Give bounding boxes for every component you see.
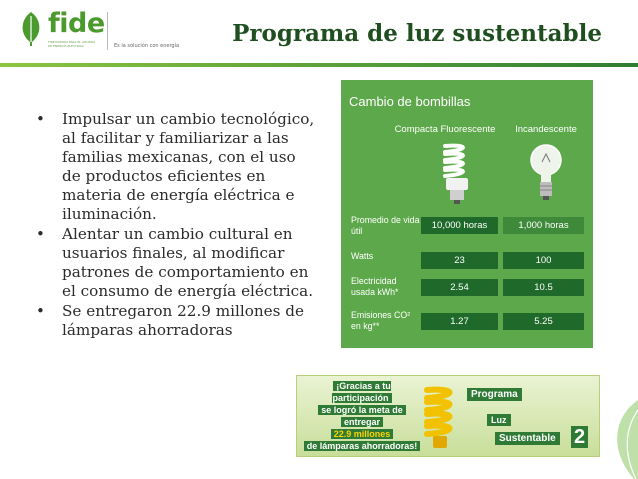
logo-subtext: FIDEICOMISO PARA EL AHORRO DE ENERGÍA ELÉCTRICA [48, 40, 96, 48]
bullet-text: Se entregaron 22.9 millones de lámparas ahorradoras [62, 302, 304, 339]
banner-sust-text: Sustentable [495, 432, 560, 445]
cell-cfl-emissions: 1.27 [421, 313, 498, 330]
banner-program-label [467, 382, 593, 450]
cfl-bulb-icon [437, 140, 477, 206]
bullet-item [36, 110, 316, 224]
row-label-watts: Watts [351, 251, 374, 261]
leaf-logo-icon [20, 12, 42, 46]
banner-highlight: 22.9 millones [331, 429, 394, 439]
incandescent-bulb-icon [529, 140, 563, 206]
bullet-text: Impulsar un cambio tecnológico, al facilitar y familiarizar a las familias mexicanas, con el uso de productos eficientes en materia de energía eléctrica e iluminación. [62, 110, 315, 223]
bullet-list [36, 110, 316, 341]
row-label-electricity: Electricidad usada kWh* [351, 276, 399, 297]
page-title: Programa de luz sustentable [232, 20, 602, 47]
cell-cfl-electricity: 2.54 [421, 279, 498, 296]
banner-line: entregar [341, 417, 383, 427]
panel-title: Cambio de bombillas [349, 94, 471, 109]
bullet-item [36, 302, 316, 340]
banner-luz-text: Luz [487, 414, 511, 426]
header-divider [0, 63, 638, 67]
row-label-lifetime: Promedio de vida útil [351, 215, 420, 236]
cell-cfl-lifetime: 10,000 horas [421, 217, 498, 234]
decorative-leaf-icon [604, 400, 638, 479]
banner-line: se logró la meta de [318, 405, 406, 415]
bullet-dot-icon: • [36, 110, 45, 128]
logo-text: fide [48, 8, 105, 39]
cell-inc-lifetime: 1,000 horas [503, 217, 584, 234]
logo-divider [107, 12, 108, 50]
logo-tagline: Es la solución con energía [114, 43, 180, 49]
cell-inc-electricity: 10.5 [503, 279, 584, 296]
cell-cfl-watts: 23 [421, 252, 498, 269]
banner-line: ¡Gracias a tu participación [332, 381, 391, 403]
banner-number: 2 [571, 426, 588, 448]
bullet-dot-icon: • [36, 302, 45, 320]
bullet-text: Alentar un cambio cultural en usuarios finales, al modificar patrones de comportamiento en el consumo de energía eléctrica. [62, 225, 314, 300]
title-bar [200, 18, 626, 50]
bullet-item [36, 225, 316, 301]
bullet-dot-icon: • [36, 225, 45, 243]
cell-inc-emissions: 5.25 [503, 313, 584, 330]
banner-prog-text: Programa [467, 388, 522, 401]
column-header-incandescent: Incandescente [515, 124, 577, 135]
yellow-cfl-bulb-icon [419, 382, 463, 452]
banner-message [303, 380, 421, 452]
bulb-comparison-panel [341, 80, 593, 348]
cell-inc-watts: 100 [503, 252, 584, 269]
slide-header [0, 0, 638, 67]
row-label-emissions: Emisiones CO² en kg** [351, 310, 411, 331]
banner-line: de lámparas ahorradoras! [304, 441, 421, 451]
program-banner [296, 375, 600, 457]
column-header-cfl: Compacta Fluorescente [394, 124, 496, 135]
